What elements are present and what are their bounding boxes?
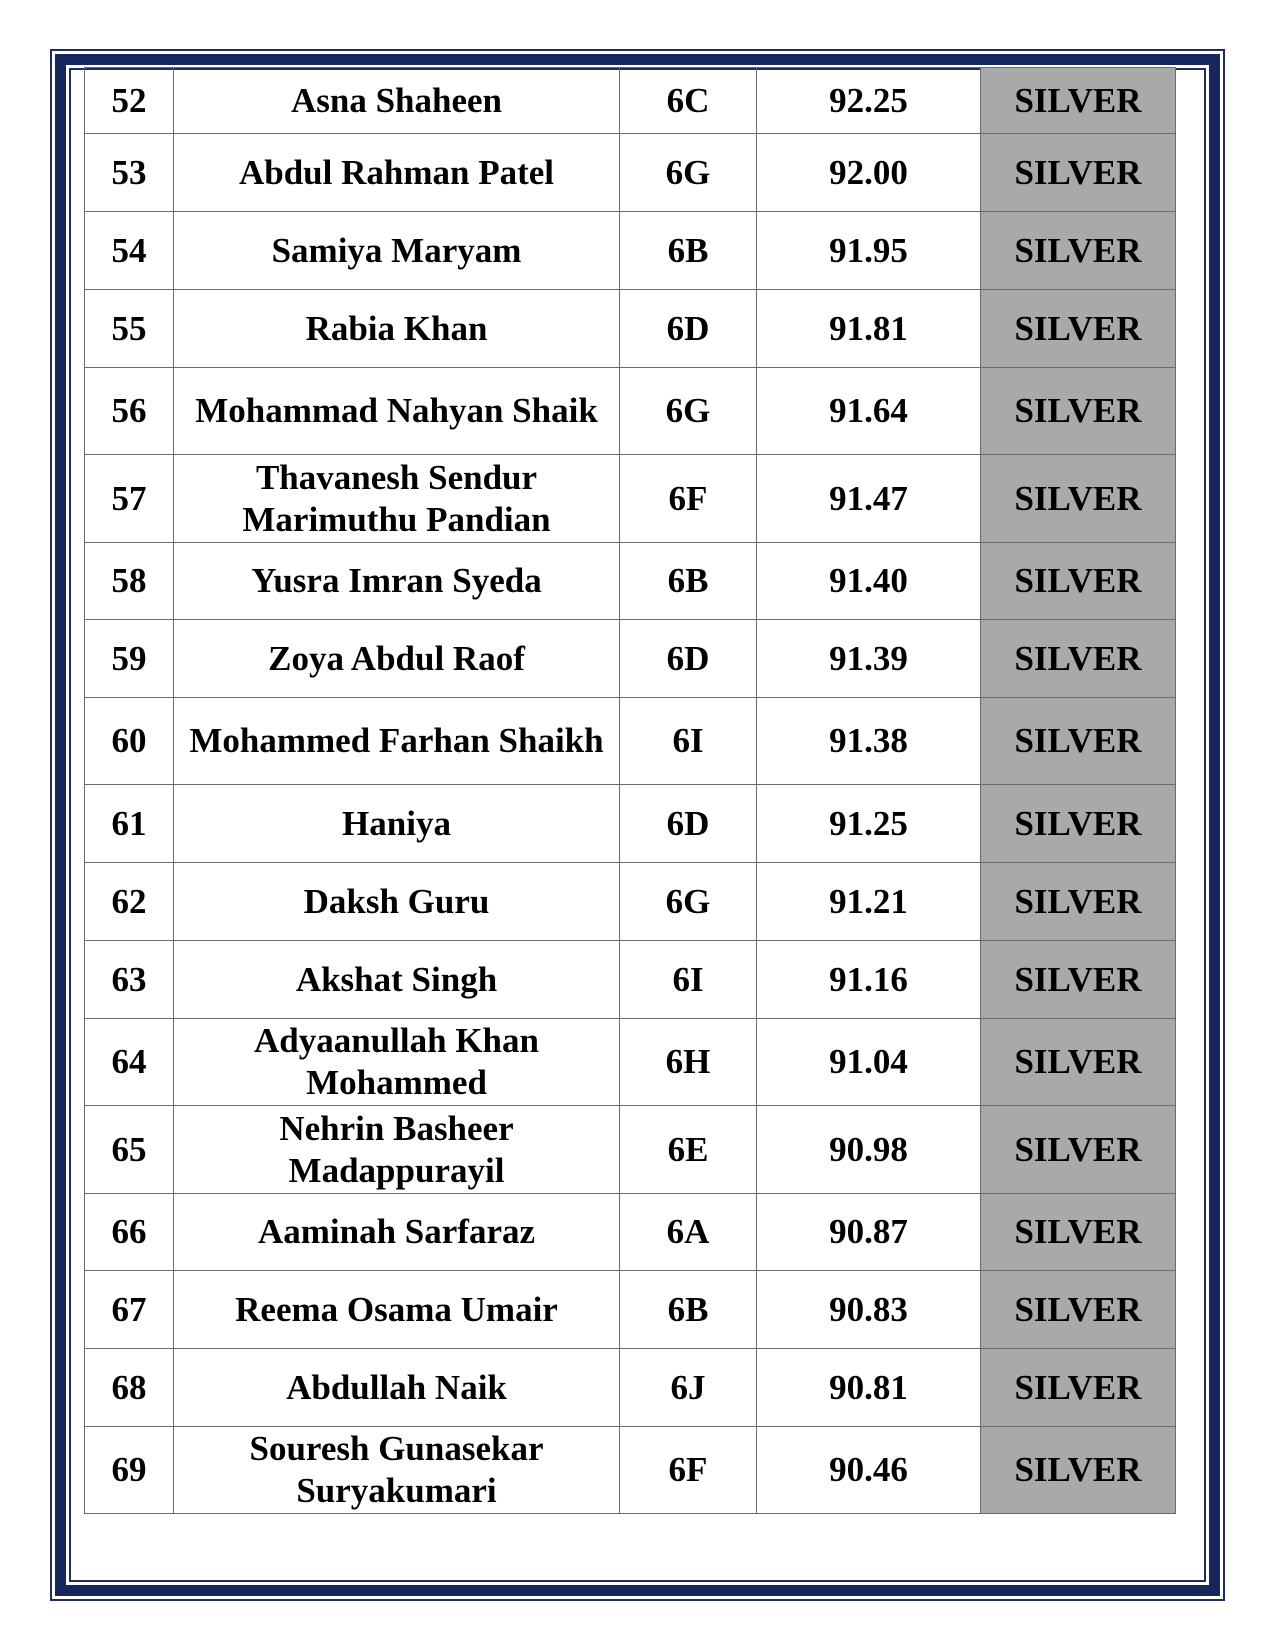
score-cell: 91.25 <box>757 785 981 863</box>
student-name-cell: Souresh Gunasekar Suryakumari <box>174 1427 620 1514</box>
award-cell: SILVER <box>981 785 1176 863</box>
award-cell: SILVER <box>981 455 1176 543</box>
award-cell: SILVER <box>981 212 1176 290</box>
section-cell: 6D <box>620 620 757 698</box>
table-row <box>85 543 1176 620</box>
table-row <box>85 290 1176 368</box>
student-name-cell: Adyaanullah Khan Mohammed <box>174 1019 620 1106</box>
table-row <box>85 785 1176 863</box>
section-cell: 6G <box>620 863 757 941</box>
table-row <box>85 368 1176 455</box>
section-cell: 6B <box>620 212 757 290</box>
table-row <box>85 698 1176 785</box>
section-cell: 6E <box>620 1106 757 1194</box>
award-cell: SILVER <box>981 1194 1176 1271</box>
award-cell: SILVER <box>981 290 1176 368</box>
award-cell: SILVER <box>981 1271 1176 1349</box>
score-cell: 91.04 <box>757 1019 981 1106</box>
rank-cell: 52 <box>85 68 174 134</box>
student-name-cell: Haniya <box>174 785 620 863</box>
student-name-cell: Thavanesh Sendur Marimuthu Pandian <box>174 455 620 543</box>
student-name-cell: Nehrin Basheer Madappurayil <box>174 1106 620 1194</box>
table-row <box>85 455 1176 543</box>
award-cell: SILVER <box>981 863 1176 941</box>
score-cell: 90.81 <box>757 1349 981 1427</box>
section-cell: 6F <box>620 455 757 543</box>
score-cell: 91.81 <box>757 290 981 368</box>
rank-cell: 55 <box>85 290 174 368</box>
score-cell: 91.21 <box>757 863 981 941</box>
award-cell: SILVER <box>981 941 1176 1019</box>
score-cell: 90.46 <box>757 1427 981 1514</box>
rank-cell: 62 <box>85 863 174 941</box>
student-name-cell: Abdullah Naik <box>174 1349 620 1427</box>
student-name-cell: Asna Shaheen <box>174 68 620 134</box>
student-name-cell: Samiya Maryam <box>174 212 620 290</box>
student-name-cell: Reema Osama Umair <box>174 1271 620 1349</box>
table-row <box>85 1271 1176 1349</box>
student-name-cell: Zoya Abdul Raof <box>174 620 620 698</box>
section-cell: 6H <box>620 1019 757 1106</box>
score-cell: 91.16 <box>757 941 981 1019</box>
student-name-cell: Akshat Singh <box>174 941 620 1019</box>
score-cell: 90.83 <box>757 1271 981 1349</box>
score-cell: 92.00 <box>757 134 981 212</box>
award-cell: SILVER <box>981 1019 1176 1106</box>
rank-cell: 64 <box>85 1019 174 1106</box>
table-row <box>85 1194 1176 1271</box>
rank-cell: 58 <box>85 543 174 620</box>
table-row <box>85 68 1176 134</box>
student-name-cell: Daksh Guru <box>174 863 620 941</box>
table-row <box>85 1019 1176 1106</box>
rank-cell: 54 <box>85 212 174 290</box>
score-cell: 90.87 <box>757 1194 981 1271</box>
student-name-cell: Yusra Imran Syeda <box>174 543 620 620</box>
section-cell: 6F <box>620 1427 757 1514</box>
award-cell: SILVER <box>981 68 1176 134</box>
results-table-body <box>85 68 1176 1514</box>
table-row <box>85 1427 1176 1514</box>
rank-cell: 68 <box>85 1349 174 1427</box>
award-cell: SILVER <box>981 543 1176 620</box>
student-name-cell: Aaminah Sarfaraz <box>174 1194 620 1271</box>
section-cell: 6G <box>620 134 757 212</box>
rank-cell: 57 <box>85 455 174 543</box>
score-cell: 91.39 <box>757 620 981 698</box>
rank-cell: 56 <box>85 368 174 455</box>
rank-cell: 65 <box>85 1106 174 1194</box>
section-cell: 6I <box>620 698 757 785</box>
results-table <box>84 67 1176 1514</box>
rank-cell: 53 <box>85 134 174 212</box>
rank-cell: 61 <box>85 785 174 863</box>
student-name-cell: Rabia Khan <box>174 290 620 368</box>
section-cell: 6G <box>620 368 757 455</box>
score-cell: 90.98 <box>757 1106 981 1194</box>
award-cell: SILVER <box>981 1349 1176 1427</box>
student-name-cell: Abdul Rahman Patel <box>174 134 620 212</box>
award-cell: SILVER <box>981 620 1176 698</box>
award-cell: SILVER <box>981 134 1176 212</box>
award-cell: SILVER <box>981 1427 1176 1514</box>
table-row <box>85 941 1176 1019</box>
score-cell: 92.25 <box>757 68 981 134</box>
award-cell: SILVER <box>981 1106 1176 1194</box>
rank-cell: 66 <box>85 1194 174 1271</box>
rank-cell: 69 <box>85 1427 174 1514</box>
section-cell: 6D <box>620 785 757 863</box>
table-row <box>85 1106 1176 1194</box>
rank-cell: 67 <box>85 1271 174 1349</box>
student-name-cell: Mohammed Farhan Shaikh <box>174 698 620 785</box>
section-cell: 6A <box>620 1194 757 1271</box>
table-row <box>85 620 1176 698</box>
score-cell: 91.64 <box>757 368 981 455</box>
section-cell: 6D <box>620 290 757 368</box>
section-cell: 6J <box>620 1349 757 1427</box>
score-cell: 91.40 <box>757 543 981 620</box>
score-cell: 91.95 <box>757 212 981 290</box>
section-cell: 6B <box>620 1271 757 1349</box>
score-cell: 91.38 <box>757 698 981 785</box>
section-cell: 6I <box>620 941 757 1019</box>
rank-cell: 63 <box>85 941 174 1019</box>
award-cell: SILVER <box>981 368 1176 455</box>
rank-cell: 59 <box>85 620 174 698</box>
score-cell: 91.47 <box>757 455 981 543</box>
rank-cell: 60 <box>85 698 174 785</box>
section-cell: 6C <box>620 68 757 134</box>
table-row <box>85 1349 1176 1427</box>
table-row <box>85 212 1176 290</box>
award-cell: SILVER <box>981 698 1176 785</box>
student-name-cell: Mohammad Nahyan Shaik <box>174 368 620 455</box>
table-row <box>85 863 1176 941</box>
table-row <box>85 134 1176 212</box>
section-cell: 6B <box>620 543 757 620</box>
